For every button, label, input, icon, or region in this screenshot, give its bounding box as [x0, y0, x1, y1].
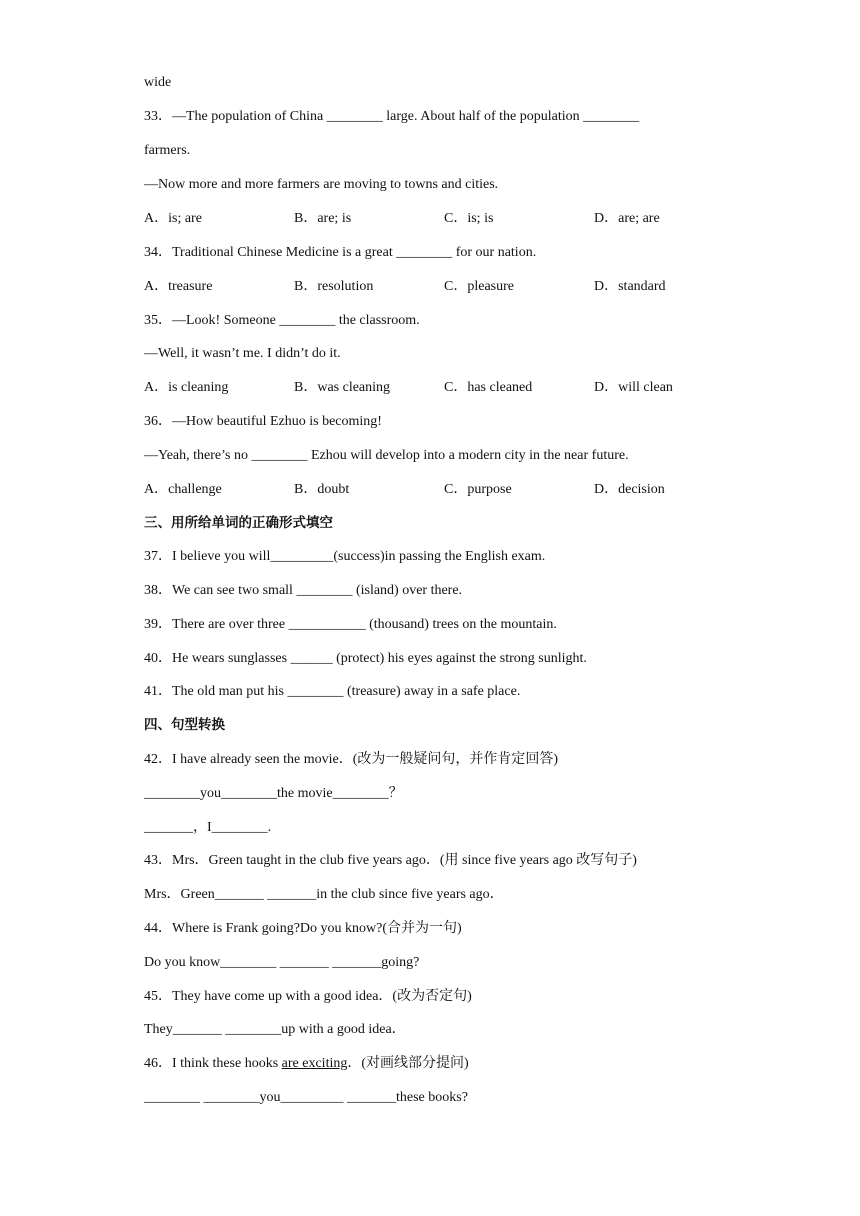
question-45-answer-line: They_______ ________up with a good idea．	[144, 1022, 406, 1037]
question-34-stem: 34．Traditional Chinese Medicine is a great ________ for our nation.	[144, 245, 537, 260]
question-39: 39．There are over three ___________ (thousand) trees on the mountain.	[144, 617, 557, 632]
question-36-option-c: C．purpose	[444, 482, 512, 497]
question-35-option-d: D．will clean	[594, 380, 673, 395]
question-41: 41．The old man put his ________ (treasure) away in a safe place.	[144, 684, 521, 699]
question-44-answer-line: Do you know________ _______ _______going?	[144, 955, 420, 970]
question-36-option-b: B．doubt	[294, 482, 350, 497]
question-37: 37．I believe you will_________(success)in passing the English exam.	[144, 549, 546, 564]
question-33-option-b: B．are; is	[294, 211, 352, 226]
question-40: 40．He wears sunglasses ______ (protect) his eyes against the strong sunlight.	[144, 651, 587, 666]
question-35-option-c: C．has cleaned	[444, 380, 533, 395]
question-46-answer-line: ________ ________you_________ _______these books?	[144, 1090, 468, 1105]
question-33-stem: 33．—The population of China ________ large. About half of the population ________	[144, 109, 640, 124]
question-35-reply: —Well, it wasn’t me. I didn’t do it.	[144, 346, 341, 361]
question-36-option-d: D．decision	[594, 482, 665, 497]
question-35-option-b: B．was cleaning	[294, 380, 391, 395]
question-46-underlined-part: are exciting	[281, 1056, 348, 1071]
question-33-reply: —Now more and more farmers are moving to towns and cities.	[144, 177, 499, 192]
question-34-option-d: D．standard	[594, 279, 666, 294]
question-36-stem: 36．—How beautiful Ezhuo is becoming!	[144, 414, 382, 429]
question-38: 38．We can see two small ________ (island) over there.	[144, 583, 463, 598]
question-36-reply: —Yeah, there’s no ________ Ezhou will develop into a modern city in the near future.	[144, 448, 629, 463]
question-33-stem-continued: farmers.	[144, 143, 191, 158]
question-35-stem: 35．—Look! Someone ________ the classroom.	[144, 313, 420, 328]
question-34-option-c: C．pleasure	[444, 279, 514, 294]
question-46-stem-before: 46．I think these hooks	[144, 1056, 282, 1071]
question-46-stem-after: ．(对画线部分提问)	[347, 1056, 469, 1071]
section-4-heading: 四、句型转换	[144, 717, 225, 733]
question-42-answer-line-2: _______，I________.	[144, 820, 272, 835]
question-35-option-a: A．is cleaning	[144, 380, 229, 395]
question-43-stem: 43．Mrs．Green taught in the club five years ago．(用 since five years ago 改写句子)	[144, 853, 637, 868]
question-36-option-a: A．challenge	[144, 482, 222, 497]
question-34-option-b: B．resolution	[294, 279, 374, 294]
question-34-option-a: A．treasure	[144, 279, 213, 294]
question-45-stem: 45．They have come up with a good idea．(改为否定句)	[144, 989, 472, 1004]
question-33-option-c: C．is; is	[444, 211, 494, 226]
question-43-answer-line: Mrs．Green_______ _______in the club since five years ago．	[144, 887, 504, 902]
question-44-stem: 44．Where is Frank going?Do you know?(合并为一句)	[144, 921, 462, 936]
question-42-answer-line-1: ________you________the movie________？	[144, 786, 403, 801]
question-33-option-d: D．are; are	[594, 211, 660, 226]
continued-option-text: wide	[144, 75, 172, 90]
question-33-option-a: A．is; are	[144, 211, 202, 226]
question-42-stem: 42．I have already seen the movie．(改为一般疑问句，并作肯定回答)	[144, 752, 559, 767]
section-3-heading: 三、用所给单词的正确形式填空	[144, 515, 333, 531]
question-46-stem	[144, 1055, 469, 1073]
